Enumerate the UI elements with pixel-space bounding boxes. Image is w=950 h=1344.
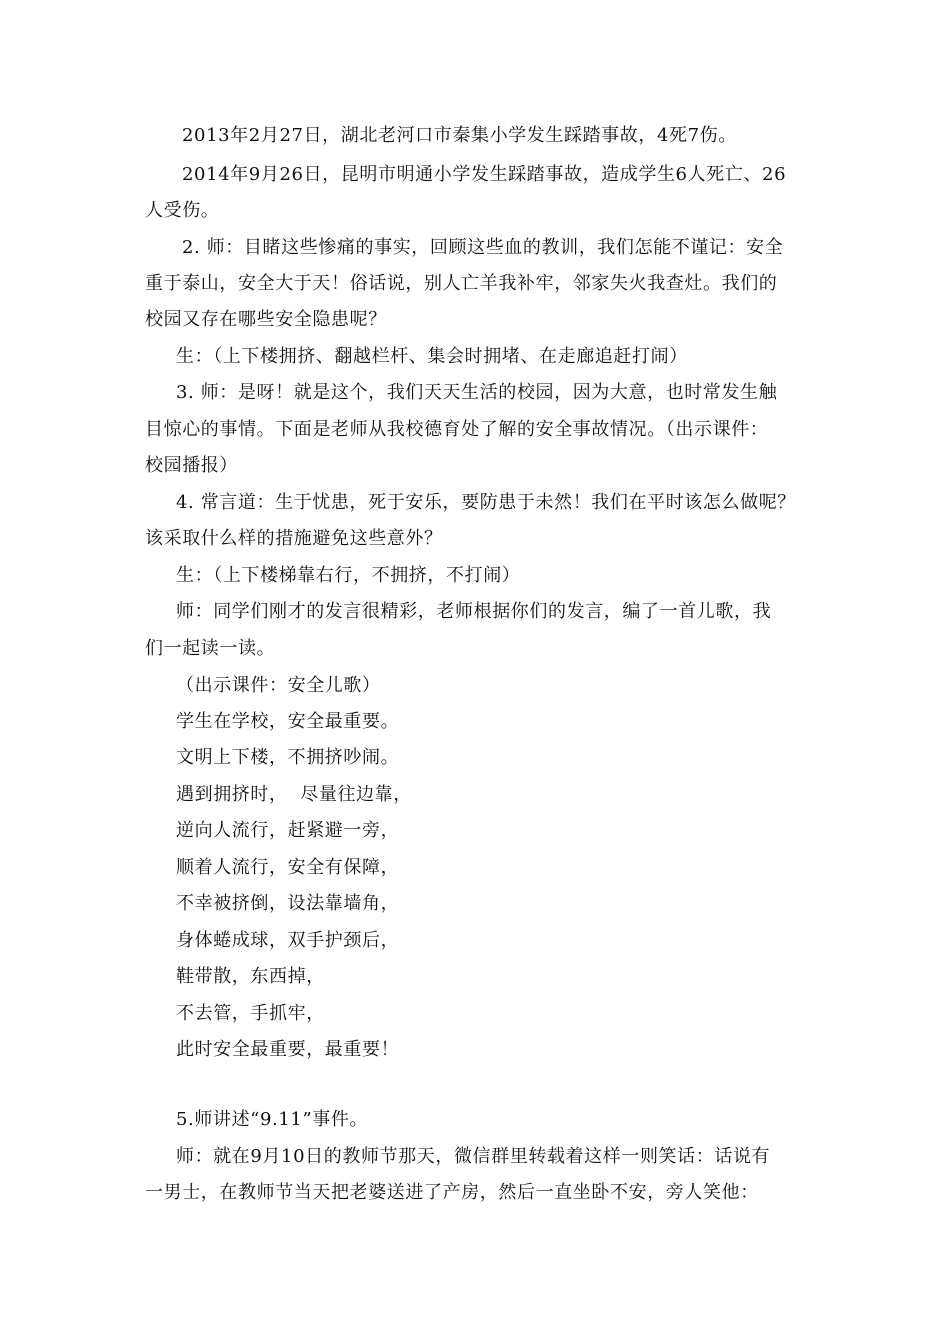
text-line: 2013年2月27日，湖北老河口市秦集小学发生踩踏事故，4死7伤。 [182, 125, 737, 146]
text-line: 们一起读一读。 [145, 638, 276, 659]
text-line: 2014年9月26日，昆明市明通小学发生踩踏事故，造成学生6人死亡、26 [182, 164, 787, 185]
section-heading: 5.师讲述“9.11”事件。 [176, 1109, 369, 1130]
poem-line: 不幸被挤倒，设法靠墙角， [176, 893, 400, 914]
text-line: 人受伤。 [145, 200, 220, 221]
text-line: （出示课件：安全儿歌） [176, 675, 381, 696]
text-line: 2. 师：目睹这些惨痛的事实，回顾这些血的教训，我们怎能不谨记：安全 [182, 237, 784, 258]
text-line: 重于泰山，安全大于天！俗话说，别人亡羊我补牢，邻家失火我查灶。我们的 [145, 273, 778, 294]
text-line: 师：就在9月10日的教师节那天，微信群里转载着这样一则笑话：话说有 [176, 1146, 771, 1167]
text-line: 校园播报） [145, 455, 238, 476]
text-line: 该采取什么样的措施避免这些意外？ [145, 528, 443, 549]
poem-line: 顺着人流行，安全有保障， [176, 857, 400, 878]
poem-line: 遇到拥挤时， 尽量往边靠， [176, 784, 412, 805]
poem-line: 学生在学校，安全最重要。 [176, 711, 400, 732]
text-line: 生：（上下楼拥挤、翻越栏杆、集会时拥堵、在走廊追赶打闹） [176, 346, 688, 367]
text-line: 目惊心的事情。下面是老师从我校德育处了解的安全事故情况。（出示课件： [145, 419, 769, 440]
poem-line: 文明上下楼，不拥挤吵闹。 [176, 747, 400, 768]
poem-line: 此时安全最重要，最重要！ [176, 1039, 400, 1060]
text-line: 校园又存在哪些安全隐患呢？ [145, 309, 387, 330]
text-line: 师：同学们刚才的发言很精彩，老师根据你们的发言，编了一首儿歌，我 [176, 601, 772, 622]
text-line: 生：（上下楼梯靠右行，不拥挤，不打闹） [176, 565, 521, 586]
poem-line: 逆向人流行，赶紧避一旁， [176, 820, 400, 841]
text-line: 一男士，在教师节当天把老婆送进了产房，然后一直坐卧不安，旁人笑他： [145, 1182, 759, 1203]
poem-line: 鞋带散，东西掉， [176, 966, 325, 987]
poem-line: 不去管，手抓牢， [176, 1003, 325, 1024]
poem-line: 身体蜷成球，双手护颈后， [176, 930, 400, 951]
text-line: 4. 常言道：生于忧患，死于安乐，要防患于未然！我们在平时该怎么做呢？ [176, 492, 796, 513]
text-line: 3. 师：是呀！就是这个，我们天天生活的校园，因为大意，也时常发生触 [176, 382, 778, 403]
